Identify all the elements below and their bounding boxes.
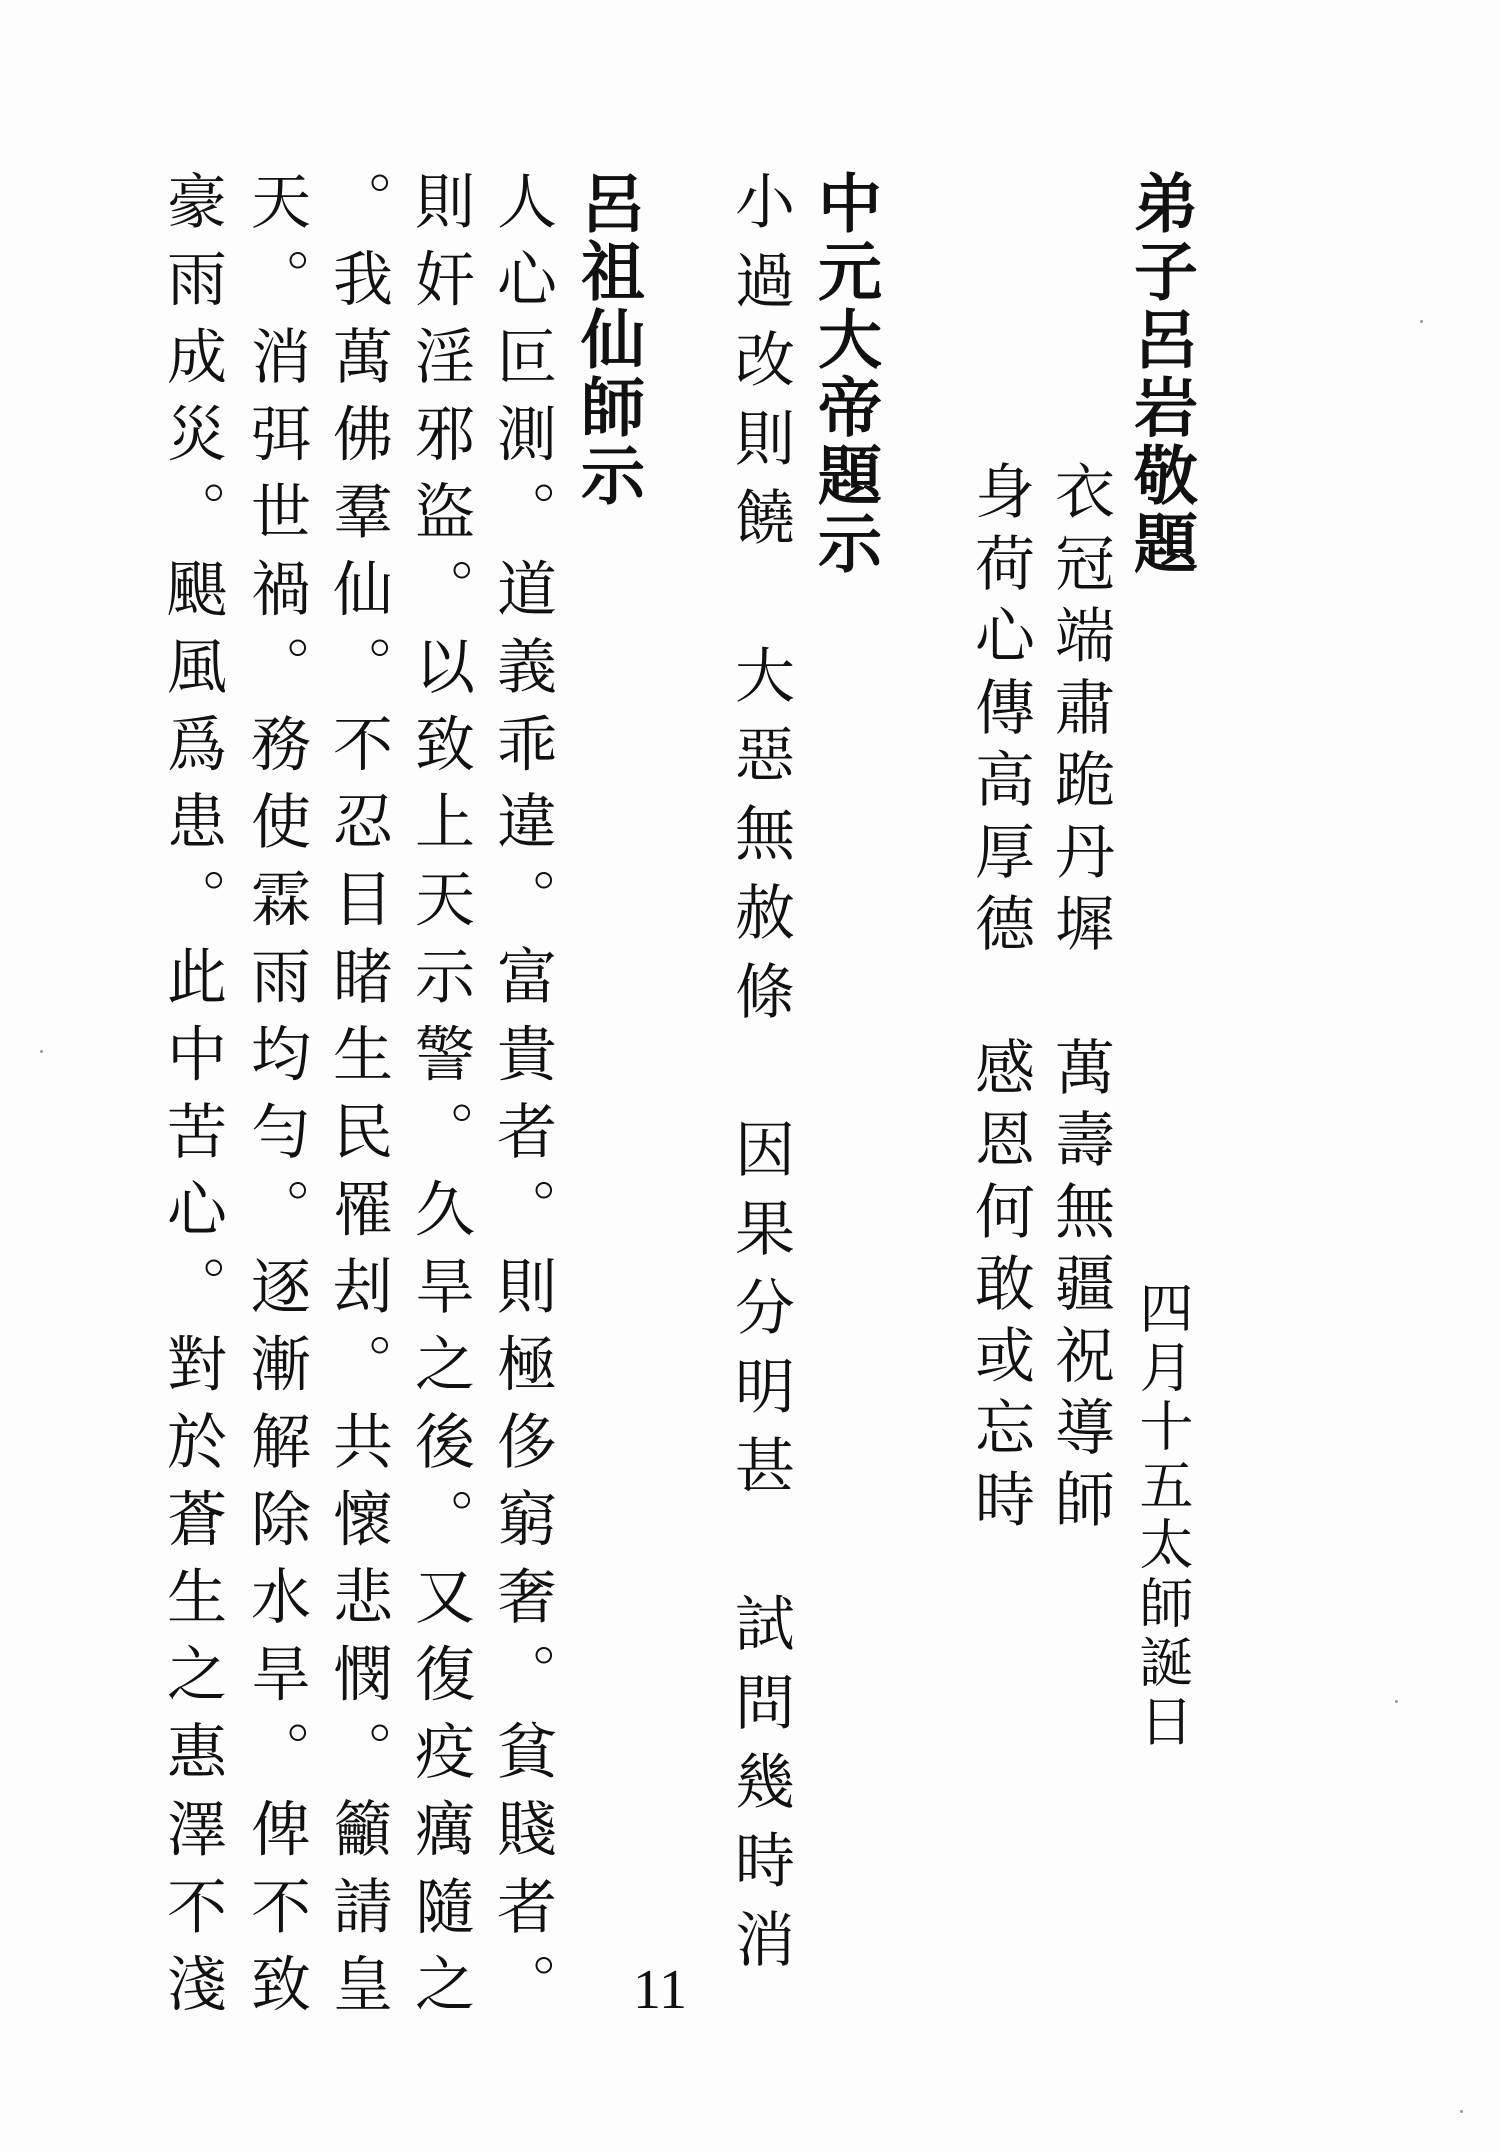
title-disciple-inscription: 弟子呂岩敬題 (1123, 170, 1197, 578)
page-number: 11 (633, 1959, 687, 2021)
prose-line-1: 人心叵測。道義乖違。富貴者。則極侈窮奢。貧賤者。 (487, 170, 557, 2030)
title-zhongyuan-emperor: 中元大帝題示 (807, 170, 881, 578)
scan-speck (1460, 2110, 1463, 2113)
scan-speck (1420, 320, 1423, 323)
verse-line-1: 衣冠端肅跪丹墀 萬壽無疆祝導師 (1045, 460, 1115, 1540)
prose-line-2: 則奸淫邪盜。以致上天示警。久旱之後。又復疫癘隨之 (405, 170, 475, 2030)
scan-speck (1395, 1700, 1398, 1703)
prose-line-3: 。我萬佛羣仙。不忍目睹生民罹刦。共懷悲憫。籲請皇 (323, 170, 393, 2030)
scan-speck (40, 1050, 43, 1053)
title-lvzu-immortal: 呂祖仙師示 (570, 170, 644, 510)
prose-line-5: 豪雨成災。颶風爲患。此中苦心。對於蒼生之惠澤不淺 (157, 170, 227, 2030)
verse-line-2: 身荷心傳高厚德 感恩何敢或忘時 (965, 460, 1035, 1540)
prose-line-4: 天。消弭世禍。務使霖雨均勻。逐漸解除水旱。俾不致 (241, 170, 311, 2030)
verse-zhongyuan: 小過改則饒 大惡無赦條 因果分明甚 試問幾時消 (725, 170, 795, 1987)
dedication-date-line: 四月十五太師誕日 (1131, 1280, 1194, 1752)
